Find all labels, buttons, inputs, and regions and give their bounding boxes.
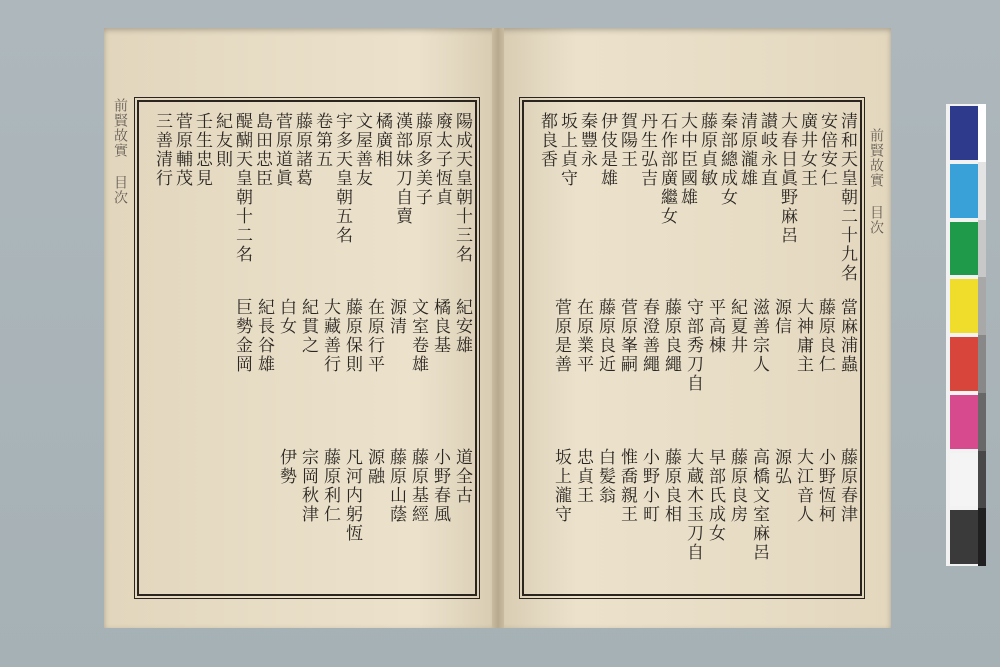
right_page-col_row3-entry: 藤原春津 — [837, 448, 857, 524]
right_page-col_row3-entry: 大江音人 — [793, 448, 813, 524]
book-gutter — [492, 28, 504, 628]
gray-step — [978, 335, 986, 393]
left_page-col_row2-entry: 紀安雄 — [452, 298, 472, 355]
color-swatch — [950, 395, 978, 449]
left_page-columns-entry: 廢太子恆貞 — [432, 112, 452, 207]
left_page-col_row3-entry: 道全古 — [452, 448, 472, 505]
gray-step — [978, 451, 986, 509]
left_page-columns-entry: 藤原諸葛 — [292, 112, 312, 188]
color-swatch — [950, 106, 978, 160]
right_page-col_row2-entry: 藤原良近 — [595, 298, 615, 374]
right_page-col_row3-entry: 忠貞王 — [573, 448, 593, 505]
left_page-col_row2-entry: 文室卷雄 — [408, 298, 428, 374]
left-margin-label: 前賢故實 目次 — [112, 98, 128, 205]
right_page-columns-entry: 坂上貞守 — [557, 112, 577, 188]
right_page-columns-entry: 秦部總成女 — [717, 112, 737, 207]
right_page-columns-entry: 丹生弘吉 — [637, 112, 657, 188]
left_page-col_row3-entry: 宗岡秋津 — [298, 448, 318, 524]
right_page-col_row2-entry: 藤原良仁 — [815, 298, 835, 374]
left_page-columns-entry: 菅原道眞 — [272, 112, 292, 188]
right_page-col_row2-entry: 菅原是善 — [551, 298, 571, 374]
left_page-col_row2-entry: 藤原保則 — [342, 298, 362, 374]
left_page-columns-entry: 島田忠臣 — [252, 112, 272, 188]
left_page-col_row3-entry: 源融 — [364, 448, 384, 486]
left_page-col_row2-entry: 源清 — [386, 298, 406, 336]
gray-step — [978, 393, 986, 451]
right_page-columns-entry: 藤原貞敏 — [697, 112, 717, 188]
right_page-columns-entry: 清和天皇朝二十九名 — [837, 112, 857, 283]
color-calibration-chart — [946, 104, 986, 566]
left_page-columns-entry: 壬生忠見 — [192, 112, 212, 188]
right_page-columns-entry: 廣井女王 — [797, 112, 817, 188]
left_page-columns-entry: 陽成天皇朝十三名 — [452, 112, 472, 264]
gray-step — [978, 220, 986, 278]
right_page-col_row3-entry: 早部氏成女 — [705, 448, 725, 543]
color-swatch — [950, 510, 978, 564]
right_page-columns-entry: 清原瀧雄 — [737, 112, 757, 188]
right_page-col_row3-entry: 藤原良相 — [661, 448, 681, 524]
right_page-columns-entry: 都良香 — [537, 112, 557, 169]
right_page-col_row2-entry: 大神庸主 — [793, 298, 813, 374]
right_page-columns-entry: 讃岐永直 — [757, 112, 777, 188]
left_page-columns-entry: 菅原輔茂 — [172, 112, 192, 188]
gray-step — [978, 104, 986, 162]
right_page-col_row3-entry: 坂上瀧守 — [551, 448, 571, 524]
color-swatch — [950, 453, 978, 507]
right_page-col_row3-entry: 高橋文室麻呂 — [749, 448, 769, 562]
right_page-columns-entry: 石作部廣繼女 — [657, 112, 677, 226]
left_page-columns-entry: 橘廣相 — [372, 112, 392, 169]
right_page-col_row3-entry: 源弘 — [771, 448, 791, 486]
left_page-columns-entry: 卷第五 — [312, 112, 332, 169]
right_page-columns-entry: 賀陽王 — [617, 112, 637, 169]
right_page-col_row2-entry: 平高棟 — [705, 298, 725, 355]
right_page-col_row3-entry: 大蔵木玉刀自 — [683, 448, 703, 562]
left_page-columns-entry: 三善清行 — [152, 112, 172, 188]
color-swatch — [950, 164, 978, 218]
right-margin-label: 前賢故實 目次 — [868, 128, 884, 235]
right_page-col_row2-entry: 藤原良繩 — [661, 298, 681, 374]
left_page-col_row2-entry: 白女 — [276, 298, 296, 336]
right_page-columns-entry: 大中臣國雄 — [677, 112, 697, 207]
color-swatch — [950, 337, 978, 391]
right_page-col_row3-entry: 惟喬親王 — [617, 448, 637, 524]
right_page-col_row2-entry: 春澄善繩 — [639, 298, 659, 374]
left_page-col_row3-entry: 藤原基經 — [408, 448, 428, 524]
left_page-columns-entry: 醍醐天皇朝十二名 — [232, 112, 252, 264]
left_page-columns-entry: 文屋善友 — [352, 112, 372, 188]
color-swatch — [950, 279, 978, 333]
left_page-col_row3-entry: 小野春風 — [430, 448, 450, 524]
left_page-col_row3-entry: 藤原山蔭 — [386, 448, 406, 524]
right_page-columns-entry: 伊伎是雄 — [597, 112, 617, 188]
left_page-col_row2-entry: 橘良基 — [430, 298, 450, 355]
right_page-columns-entry: 安倍安仁 — [817, 112, 837, 188]
left_page-col_row2-entry: 紀貫之 — [298, 298, 318, 355]
right_page-col_row3-entry: 白髪翁 — [595, 448, 615, 505]
left_page-columns-entry: 漢部妹刀自賣 — [392, 112, 412, 226]
left_page-col_row3-entry: 凡河内躬恆 — [342, 448, 362, 543]
right_page-col_row3-entry: 藤原良房 — [727, 448, 747, 524]
gray-step — [978, 162, 986, 220]
left_page-columns-entry: 宇多天皇朝五名 — [332, 112, 352, 245]
right_page-col_row2-entry: 源信 — [771, 298, 791, 336]
right_page-col_row3-entry: 小野恆柯 — [815, 448, 835, 524]
gray-step — [978, 508, 986, 566]
left_page-col_row2-entry: 紀長谷雄 — [254, 298, 274, 374]
left_page-col_row2-entry: 大藏善行 — [320, 298, 340, 374]
color-swatch — [950, 222, 978, 276]
left_page-columns-entry: 紀友則 — [212, 112, 232, 169]
right_page-col_row2-entry: 當麻浦蟲 — [837, 298, 857, 374]
right_page-col_row2-entry: 紀夏井 — [727, 298, 747, 355]
left_page-col_row2-entry: 在原行平 — [364, 298, 384, 374]
right_page-columns-entry: 大春日眞野麻呂 — [777, 112, 797, 245]
right_page-col_row2-entry: 在原業平 — [573, 298, 593, 374]
right_page-columns-entry: 秦豐永 — [577, 112, 597, 169]
left_page-col_row3-entry: 藤原利仁 — [320, 448, 340, 524]
right_page-col_row2-entry: 菅原峯嗣 — [617, 298, 637, 374]
left_page-col_row2-entry: 巨勢金岡 — [232, 298, 252, 374]
left_page-columns-entry: 藤原多美子 — [412, 112, 432, 207]
open-book — [104, 28, 894, 628]
left_page-col_row3-entry: 伊勢 — [276, 448, 296, 486]
right_page-col_row2-entry: 守部秀刀自 — [683, 298, 703, 393]
gray-step — [978, 277, 986, 335]
right_page-col_row2-entry: 滋善宗人 — [749, 298, 769, 374]
right_page-col_row3-entry: 小野小町 — [639, 448, 659, 524]
